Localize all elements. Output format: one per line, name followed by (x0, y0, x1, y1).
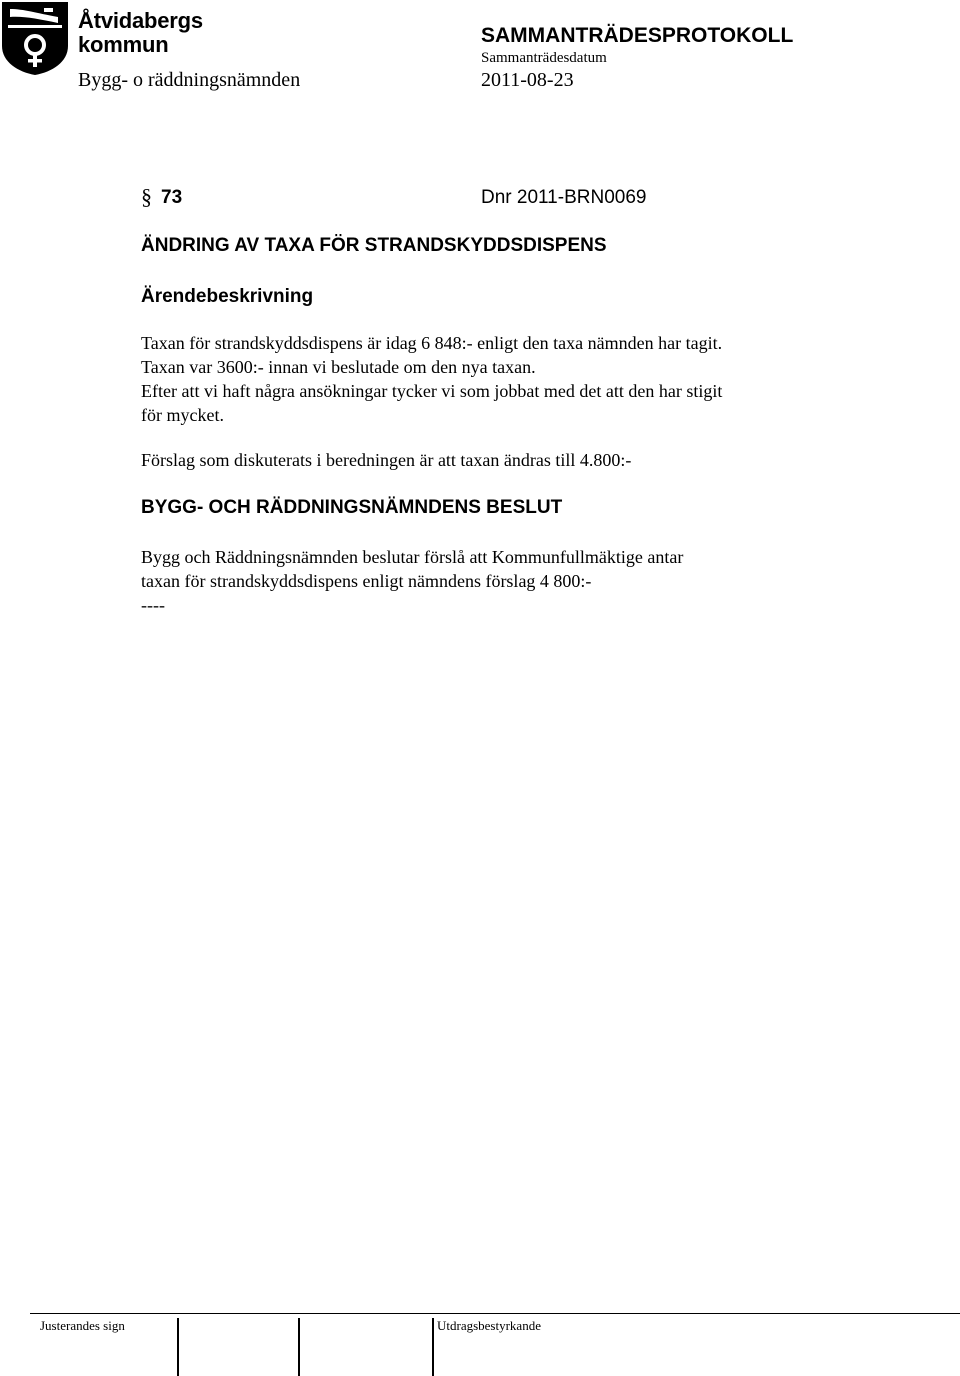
body-line: Taxan var 3600:- innan vi beslutade om den nya taxan. (141, 357, 536, 377)
signature-box-divider (432, 1318, 434, 1376)
utdragsbestyrkande-label: Utdragsbestyrkande (437, 1318, 541, 1333)
proposal-text: Förslag som diskuterats i beredningen är att taxan ändras till 4.800:- (141, 450, 632, 470)
section-number: 73 (161, 187, 183, 208)
decision-line: Bygg och Räddningsnämnden beslutar förslå att Kommunfullmäktige antar (141, 547, 684, 567)
case-description-heading: Ärendebeskrivning (141, 286, 314, 307)
paragraph-sign: § (141, 184, 152, 209)
body-line: för mycket. (141, 405, 224, 425)
decision-line: ---- (141, 595, 165, 615)
decision-line: taxan för strandskyddsdispens enligt nämndens förslag 4 800:- (141, 571, 592, 591)
signature-box-divider (298, 1318, 300, 1376)
body-line: Efter att vi haft några ansökningar tycker vi som jobbat med det att den har stigit (141, 381, 723, 401)
document-type: SAMMANTRÄDESPROTOKOLL (481, 24, 794, 47)
body-line: Taxan för strandskyddsdispens är idag 6 848:- enligt den taxa nämnden har tagit. (141, 333, 723, 353)
section-title: ÄNDRING AV TAXA FÖR STRANDSKYDDSDISPENS (141, 235, 607, 256)
case-description (141, 331, 722, 427)
signature-box-divider (177, 1318, 179, 1376)
municipality-coat-of-arms-logo (0, 0, 70, 76)
board-name: Bygg- o räddningsnämnden (78, 69, 301, 91)
municipality-name (78, 9, 203, 57)
meeting-date-label: Sammanträdesdatum (481, 50, 607, 66)
meeting-date: 2011-08-23 (481, 69, 574, 91)
municipality-name-line2: kommun (78, 32, 169, 57)
municipality-name-line1: Åtvidabergs (78, 8, 203, 33)
footer-divider (30, 1313, 960, 1314)
case-number: Dnr 2011-BRN0069 (481, 187, 647, 208)
decision-heading: BYGG- OCH RÄDDNINGSNÄMNDENS BESLUT (141, 497, 563, 518)
decision-text (141, 545, 683, 617)
justerandes-sign-label: Justerandes sign (40, 1318, 125, 1333)
